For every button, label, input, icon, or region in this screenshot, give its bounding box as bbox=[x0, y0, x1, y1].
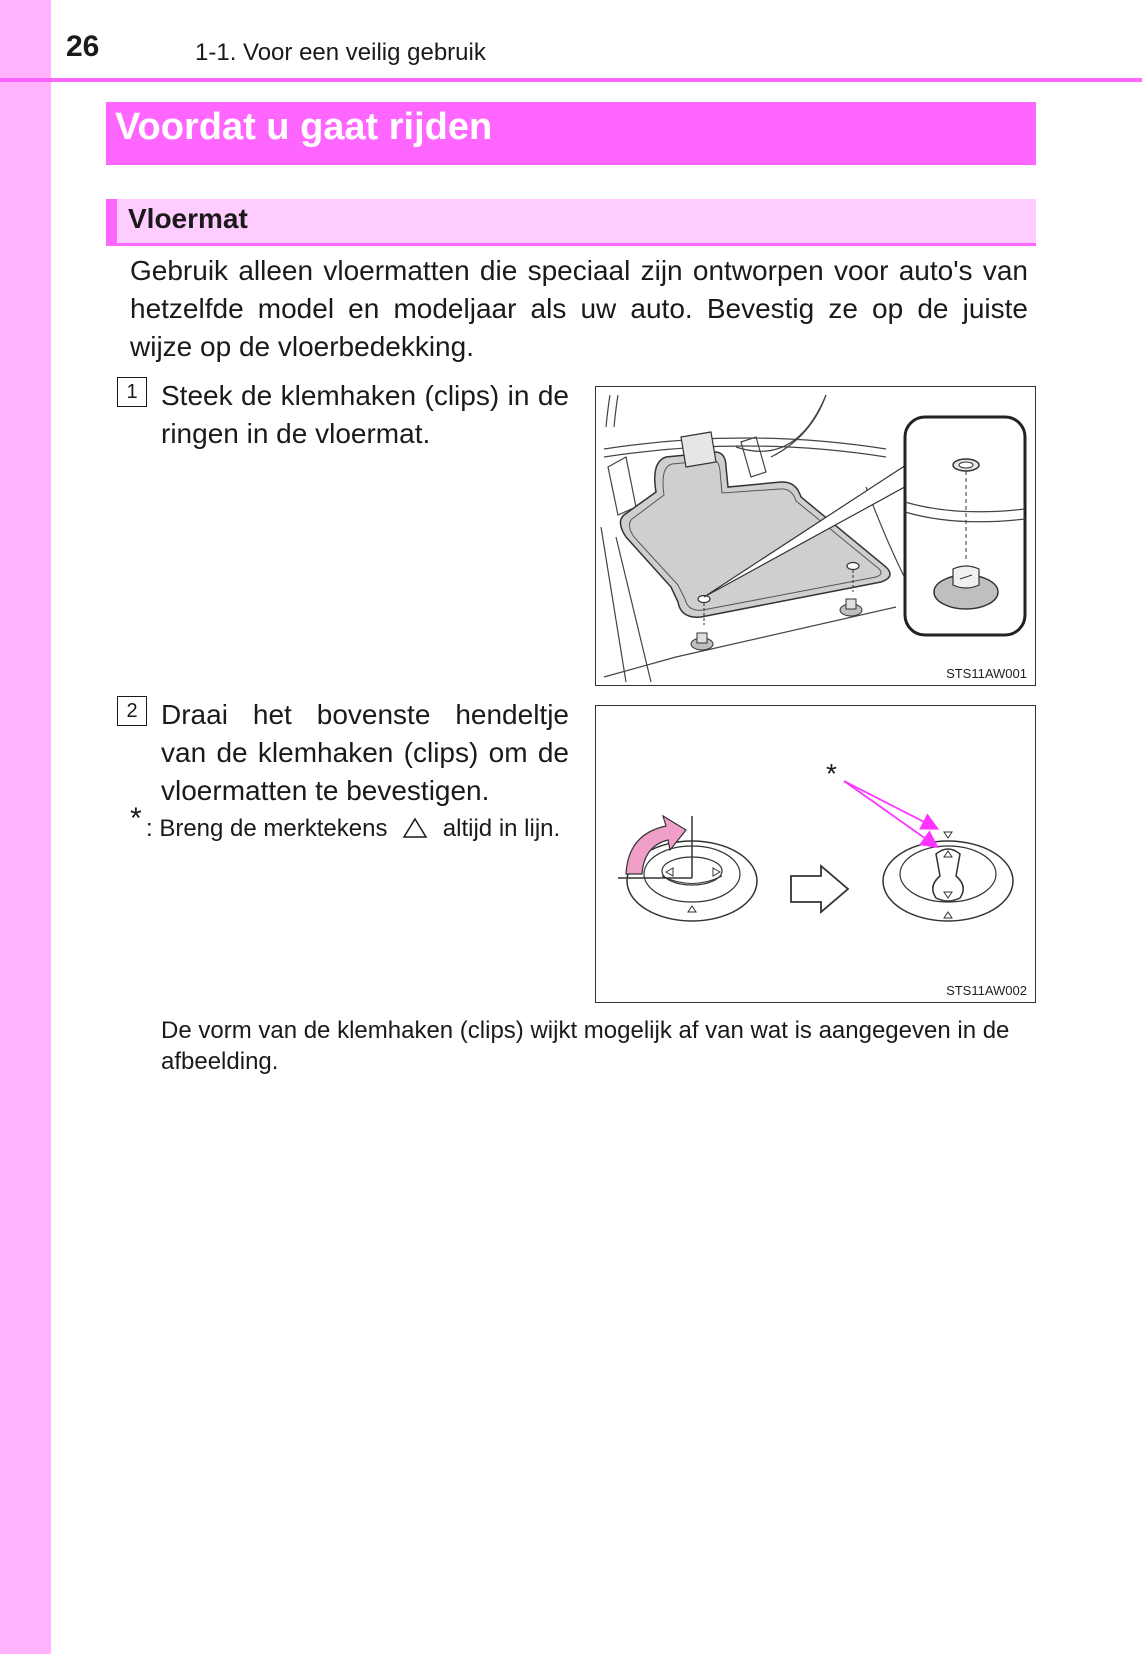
triangle-mark-icon bbox=[402, 817, 428, 839]
note-text-before: : Breng de merktekens bbox=[146, 815, 388, 842]
figure-2-code: STS11AW002 bbox=[946, 983, 1027, 998]
page-title: Voordat u gaat rijden bbox=[115, 106, 493, 148]
breadcrumb: 1-1. Voor een veilig gebruik bbox=[195, 39, 486, 66]
step-1-text: Steek de klemhaken (clips) in de ringen in de vloermat. bbox=[161, 380, 569, 449]
title-bar bbox=[106, 102, 1036, 165]
page-number: 26 bbox=[66, 30, 100, 63]
step-2-text: Draai het bovenste hendeltje van de klemhaken (clips) om de vloermatten te bevestigen. bbox=[161, 699, 569, 806]
figure-1-code: STS11AW001 bbox=[946, 666, 1027, 681]
note-text-after: altijd in lijn. bbox=[442, 815, 561, 842]
figure-2-asterisk: * bbox=[826, 758, 837, 789]
note-text bbox=[146, 812, 569, 846]
side-margin-strip bbox=[0, 0, 51, 1654]
step-1-number: 1 bbox=[117, 377, 147, 407]
figure-floor-mat-clips bbox=[595, 386, 1036, 686]
intro-paragraph: Gebruik alleen vloermatten die speciaal zijn ontworpen voor auto's van hetzelfde model en modeljaar als uw auto. Bevestig ze op de juiste wijze op de vloerbedekking. bbox=[130, 255, 1028, 362]
header-rule bbox=[0, 78, 1142, 82]
figure-clip-rotation bbox=[595, 705, 1036, 1003]
clip-rotation-illustration bbox=[596, 706, 1037, 1004]
section-heading: Vloermat bbox=[128, 203, 248, 234]
section-heading-bar bbox=[106, 199, 1036, 246]
figure-caption: De vorm van de klemhaken (clips) wijkt mogelijk af van wat is aangegeven in de afbeelding. bbox=[161, 1017, 1010, 1075]
floor-mat-illustration bbox=[596, 387, 1037, 687]
note-asterisk: * bbox=[130, 802, 142, 835]
section-accent bbox=[106, 199, 117, 243]
step-2-number: 2 bbox=[117, 696, 147, 726]
